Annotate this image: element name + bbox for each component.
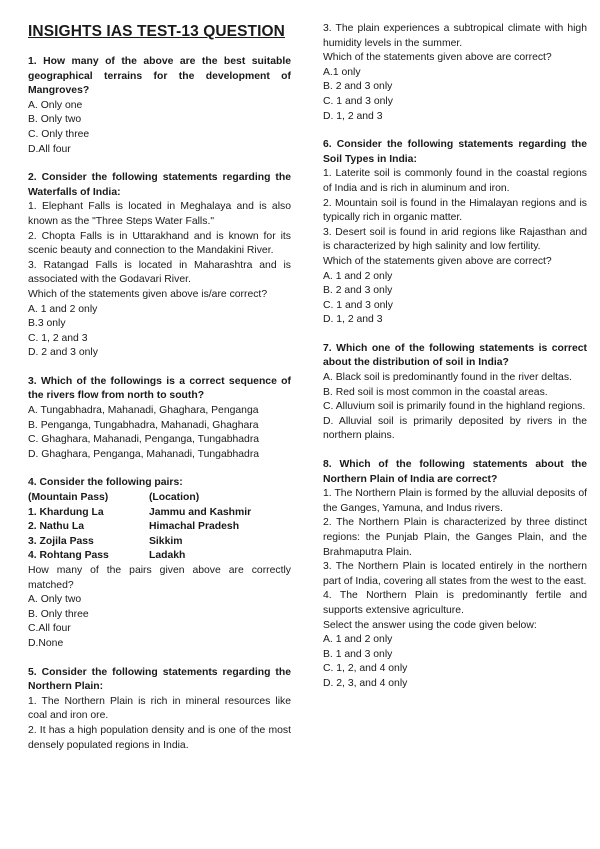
statement: 1. The Northern Plain is formed by the alluvial deposits of the Ganges, Yamuna, and Indus rivers.: [323, 488, 587, 514]
statement: 4. The Northern Plain is predominantly fertile and supports extensive agriculture.: [323, 590, 587, 616]
option: C. 1, 2 and 3: [28, 332, 88, 344]
statement: 1. The Northern Plain is rich in mineral resources like coal and iron ore.: [28, 695, 291, 722]
question-1: [28, 55, 291, 157]
question-heading: 7. Which one of the following statements is correct about the distribution of soil in India?: [323, 342, 587, 369]
question-heading: 3. Which of the followings is a correct sequence of the rivers flow from north to south?: [28, 375, 291, 402]
pair-right: Ladakh: [148, 550, 186, 562]
option: D. 2 and 3 only: [28, 347, 98, 359]
pair-left: 4. Rohtang Pass: [28, 550, 109, 562]
statement: 2. Chopta Falls is in Uttarakhand and is known for its scenic beauty and connection to the Mandakini River.: [28, 230, 291, 257]
option: B. Red soil is most common in the coastal areas.: [323, 386, 548, 398]
option: D. 2, 3, and 4 only: [323, 677, 408, 689]
question-3: [28, 375, 291, 463]
pairs-table: [28, 491, 291, 564]
question-heading: 5. Consider the following statements regarding the Northern Plain:: [28, 666, 291, 693]
left-column: [28, 22, 291, 767]
option: D. Ghaghara, Penganga, Mahanadi, Tungabhadra: [28, 448, 260, 460]
pair-left: 2. Nathu La: [28, 521, 85, 533]
option: C. Alluvium soil is primarily found in the highland regions.: [323, 401, 586, 413]
question-5: [28, 666, 291, 754]
option: C. Only three: [28, 128, 90, 140]
statement: Which of the statements given above is/are correct?: [28, 288, 268, 300]
question-5-continued: [323, 22, 587, 124]
question-heading: 2. Consider the following statements regarding the Waterfalls of India:: [28, 172, 291, 198]
pair-row: [28, 520, 291, 535]
option: A. Only one: [28, 99, 83, 111]
statement: 3. The plain experiences a subtropical climate with high humidity levels in the summer.: [323, 23, 587, 49]
right-column: [323, 22, 587, 706]
statement: Which of the statements given above are correct?: [323, 255, 552, 267]
option: C. 1, 2, and 4 only: [323, 663, 408, 675]
pair-row: [28, 491, 291, 506]
question-6: [323, 138, 587, 328]
pair-left: 3. Zojila Pass: [28, 535, 94, 547]
statement: 2. The Northern Plain is characterized by three distinct regions: the Punjab Plain, the Ganges Plain, and the Brahmaputra Plain.: [323, 517, 587, 558]
pair-row: [28, 506, 291, 521]
statement: 1. Elephant Falls is located in Meghalaya and is also known as the "Three Steps Water Falls.": [28, 201, 291, 227]
question-heading: 8. Which of the following statements about the Northern Plain of India are correct?: [323, 459, 587, 485]
option: B. Only three: [28, 608, 89, 620]
option: B. 2 and 3 only: [323, 285, 393, 297]
option: A.1 only: [323, 66, 361, 78]
pair-left: (Mountain Pass): [28, 492, 109, 504]
statement: 3. Desert soil is found in arid regions like Rajasthan and is characterized by high salinity and low fertility.: [323, 226, 587, 253]
option: D. 1, 2 and 3: [323, 110, 383, 122]
option: B. 1 and 3 only: [323, 648, 393, 660]
option: A. Only two: [28, 594, 82, 606]
pair-left: 1. Khardung La: [28, 506, 104, 518]
option: C. Ghaghara, Mahanadi, Penganga, Tungabhadra: [28, 434, 260, 446]
question-heading: 4. Consider the following pairs:: [28, 477, 183, 489]
statement: 2. Mountain soil is found in the Himalayan regions and is typically rich in organic matter.: [323, 197, 587, 224]
pair-row: [28, 549, 291, 564]
pair-right: (Location): [148, 492, 200, 504]
option: D.All four: [28, 143, 71, 155]
statement: Select the answer using the code given below:: [323, 619, 537, 631]
statement: 2. It has a high population density and is one of the most densely populated regions in India.: [28, 724, 291, 751]
statement: 3. The Northern Plain is located entirely in the northern part of India, covering all states from the west to the east.: [323, 561, 587, 587]
option: B. Only two: [28, 114, 82, 126]
option: C.All four: [28, 623, 71, 635]
option: A. 1 and 2 only: [28, 303, 98, 315]
option: B. Penganga, Tungabhadra, Mahanadi, Ghaghara: [28, 419, 259, 431]
option: A. Black soil is predominantly found in the river deltas.: [323, 372, 572, 384]
question-heading: 1. How many of the above are the best suitable geographical terrains for the development of Mangroves?: [28, 56, 291, 97]
option: A. 1 and 2 only: [323, 634, 393, 646]
statement: Which of the statements given above are correct?: [323, 52, 552, 64]
question-ask: How many of the pairs given above are correctly matched?: [28, 565, 291, 591]
pair-right: Himachal Pradesh: [148, 521, 240, 533]
question-2: [28, 171, 291, 361]
question-heading: 6. Consider the following statements regarding the Soil Types in India:: [323, 139, 587, 165]
question-8: [323, 458, 587, 692]
option: A. 1 and 2 only: [323, 270, 393, 282]
option: D. Alluvial soil is primarily deposited by rivers in the northern plains.: [323, 415, 587, 442]
pair-right: Jammu and Kashmir: [148, 506, 252, 518]
option: B. 2 and 3 only: [323, 81, 393, 93]
statement: 1. Laterite soil is commonly found in the coastal regions of India and is rich in aluminum and iron.: [323, 168, 587, 194]
option: C. 1 and 3 only: [323, 299, 393, 311]
option: C. 1 and 3 only: [323, 95, 393, 107]
page-title: INSIGHTS IAS TEST-13 QUESTION: [28, 23, 285, 40]
pair-right: Sikkim: [148, 535, 183, 547]
question-7: [323, 342, 587, 444]
statement: 3. Ratangad Falls is located in Maharashtra and is associated with the Godavari River.: [28, 259, 291, 286]
option: A. Tungabhadra, Mahanadi, Ghaghara, Penganga: [28, 405, 259, 417]
option: D.None: [28, 637, 64, 649]
option: D. 1, 2 and 3: [323, 314, 383, 326]
pair-row: [28, 535, 291, 550]
question-4: [28, 476, 291, 651]
option: B.3 only: [28, 318, 66, 330]
